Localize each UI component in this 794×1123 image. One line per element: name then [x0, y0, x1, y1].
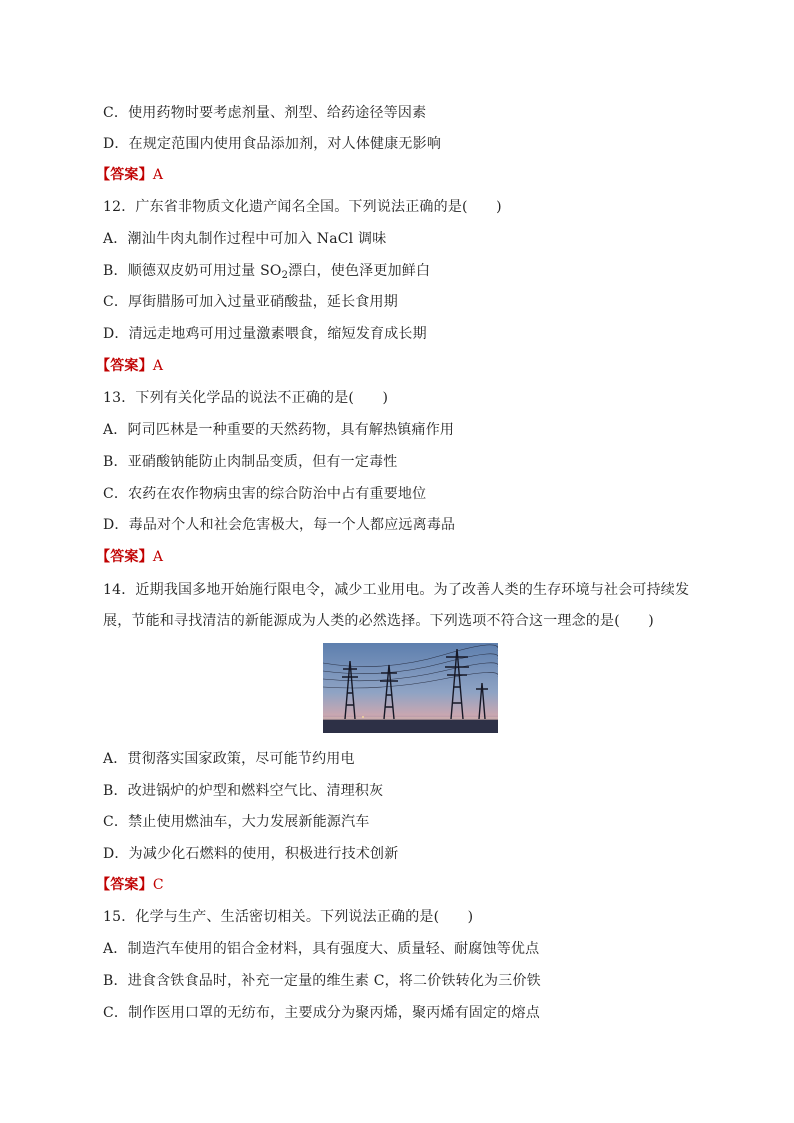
q12-option-b-post: 漂白，使色泽更加鲜白	[288, 263, 431, 279]
q14-option-a: A．贯彻落实国家政策，尽可能节约用电	[103, 751, 355, 767]
power-tower-illustration	[323, 643, 498, 733]
q13-answer	[96, 547, 163, 567]
q13-option-a: A．阿司匹林是一种重要的天然药物，具有解热镇痛作用	[103, 422, 455, 438]
answer-value: A	[152, 549, 164, 565]
q14-option-c: C．禁止使用燃油车，大力发展新能源汽车	[103, 814, 370, 830]
q12-option-d: D．清远走地鸡可用过量激素喂食，缩短发育成长期	[103, 326, 427, 342]
answer-value: C	[152, 877, 164, 893]
q15-option-a: A．制造汽车使用的铝合金材料，具有强度大、质量轻、耐腐蚀等优点	[103, 941, 540, 957]
q15-stem: 15．化学与生产、生活密切相关。下列说法正确的是( )	[103, 909, 474, 925]
q13-stem: 13．下列有关化学品的说法不正确的是( )	[103, 390, 389, 406]
q14-option-b: B．改进锅炉的炉型和燃料空气比、清理积灰	[103, 783, 384, 799]
answer-label: 【答案】	[96, 877, 153, 893]
answer-value: A	[152, 167, 164, 183]
q13-option-d: D．毒品对个人和社会危害极大，每一个人都应远离毒品	[103, 517, 456, 533]
q14-answer	[96, 875, 164, 895]
q12-answer	[96, 356, 163, 376]
answer-value: A	[152, 358, 164, 374]
answer-label: 【答案】	[96, 167, 153, 183]
q11-option-c: C．使用药物时要考虑剂量、剂型、给药途径等因素	[103, 105, 427, 121]
q13-option-c: C．农药在农作物病虫害的综合防治中占有重要地位	[103, 486, 427, 502]
q12-option-b-sub: 2	[281, 270, 289, 281]
q15-option-c: C．制作医用口罩的无纺布，主要成分为聚丙烯，聚丙烯有固定的熔点	[103, 1005, 540, 1021]
q11-option-d: D．在规定范围内使用食品添加剂，对人体健康无影响	[103, 136, 442, 152]
q12-option-b	[103, 261, 430, 281]
q13-option-b: B．亚硝酸钠能防止肉制品变质，但有一定毒性	[103, 454, 398, 470]
q11-answer	[96, 165, 163, 185]
q12-option-b-pre: B．顺德双皮奶可用过量 SO	[103, 263, 282, 279]
power-tower-photo	[323, 643, 498, 733]
answer-label: 【答案】	[96, 358, 153, 374]
answer-label: 【答案】	[96, 549, 153, 565]
q12-option-a: A．潮汕牛肉丸制作过程中可加入 NaCl 调味	[103, 231, 387, 247]
q15-option-b: B．进食含铁食品时，补充一定量的维生素 C，将二价铁转化为三价铁	[103, 973, 541, 989]
q12-option-c: C．厚街腊肠可加入过量亚硝酸盐，延长食用期	[103, 294, 398, 310]
q14-option-d: D．为减少化石燃料的使用，积极进行技术创新	[103, 846, 399, 862]
q12-stem: 12．广东省非物质文化遗产闻名全国。下列说法正确的是( )	[103, 199, 502, 215]
q14-stem: 14．近期我国多地开始施行限电令，减少工业用电。为了改善人类的生存环境与社会可持续发展，节能和寻找清洁的新能源成为人类的必然选择。下列选项不符合这一理念的是( )	[103, 582, 690, 629]
